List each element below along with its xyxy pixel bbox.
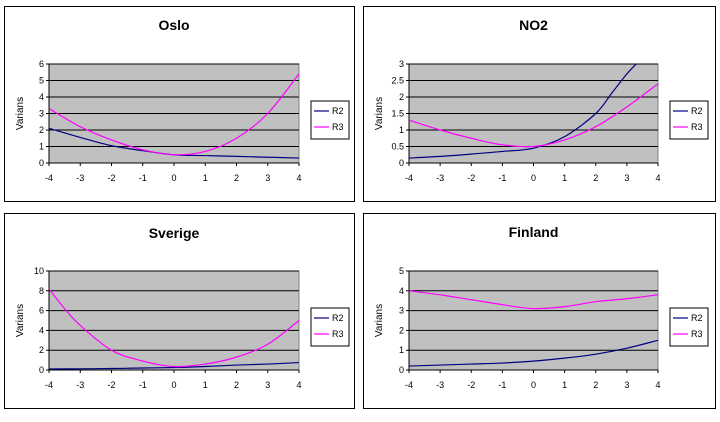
y-tick-label: 1 [398, 125, 404, 135]
y-axis-label: Varians [15, 303, 26, 338]
y-tick-label: 3 [398, 305, 404, 316]
x-tick-label: -4 [44, 380, 54, 390]
x-tick-label: -3 [436, 380, 445, 390]
x-tick-label: 1 [202, 380, 208, 390]
chart-panel-finland [363, 213, 716, 409]
y-tick-label: 10 [33, 266, 44, 276]
plot-area [49, 271, 299, 370]
x-tick-label: -4 [404, 173, 414, 183]
x-tick-label: 0 [530, 380, 537, 390]
x-tick-label: -2 [107, 380, 116, 390]
x-tick-label: 3 [265, 380, 271, 390]
y-tick-label: 0 [398, 365, 404, 375]
chart-svg-sverige [5, 214, 356, 410]
x-tick-label: -1 [138, 173, 147, 183]
x-tick-label: 3 [624, 173, 630, 183]
x-tick-label: 2 [233, 173, 240, 183]
x-tick-label: 4 [655, 173, 661, 183]
chart-panel-sverige [4, 213, 355, 409]
legend-label-r2: R2 [691, 106, 703, 116]
y-axis-label: Varians [374, 96, 385, 131]
chart-svg-finland [364, 214, 717, 410]
chart-svg-oslo [5, 7, 356, 203]
x-tick-label: -2 [107, 173, 116, 183]
x-tick-label: 0 [171, 173, 177, 183]
legend-label-r2: R2 [332, 313, 344, 323]
x-tick-label: 4 [655, 380, 661, 390]
y-tick-label: 1.5 [391, 108, 404, 119]
x-tick-label: 0 [171, 380, 177, 390]
y-tick-label: 2 [38, 345, 44, 356]
y-axis-label: Varians [374, 303, 385, 338]
y-tick-label: 6 [38, 59, 44, 69]
x-tick-label: -2 [467, 380, 476, 390]
x-tick-label: 1 [562, 380, 568, 390]
y-tick-label: 3 [38, 108, 44, 119]
y-tick-label: 6 [38, 305, 44, 316]
x-tick-label: -3 [436, 173, 445, 183]
x-tick-label: 1 [202, 173, 208, 183]
y-tick-label: 2 [38, 125, 44, 135]
x-tick-label: -4 [404, 380, 414, 390]
chart-svg-no2 [364, 7, 717, 203]
x-tick-label: 2 [593, 173, 599, 183]
y-tick-label: 1 [398, 345, 404, 356]
chart-title: Sverige [148, 225, 200, 241]
x-tick-label: 3 [265, 173, 271, 183]
y-axis-label: Varians [15, 96, 26, 131]
y-tick-label: 1 [38, 141, 44, 152]
legend-label-r2: R2 [691, 313, 703, 323]
x-tick-label: 4 [296, 380, 302, 390]
y-tick-label: 0 [38, 365, 44, 375]
y-tick-label: 5 [398, 266, 404, 276]
y-tick-label: 4 [38, 325, 44, 336]
y-tick-label: 4 [398, 285, 404, 296]
y-tick-label: 0 [38, 158, 44, 168]
chart-panel-no2 [363, 6, 716, 202]
chart-panel-oslo [4, 6, 355, 202]
legend-label-r3: R3 [691, 122, 703, 132]
x-tick-label: -3 [76, 173, 85, 183]
x-tick-label: 1 [562, 173, 568, 183]
y-tick-label: 8 [38, 285, 44, 296]
chart-title: NO2 [519, 17, 548, 33]
x-tick-label: 0 [530, 173, 537, 183]
x-tick-label: 2 [593, 380, 599, 390]
plot-area [409, 271, 658, 370]
x-tick-label: -3 [76, 380, 85, 390]
x-tick-label: -4 [44, 173, 54, 183]
y-tick-label: 0 [398, 158, 404, 168]
y-tick-label: 0.5 [391, 141, 404, 152]
y-tick-label: 2.5 [391, 75, 404, 86]
chart-title: Oslo [158, 17, 190, 33]
chart-title: Finland [508, 224, 559, 240]
legend-label-r3: R3 [332, 329, 344, 339]
y-tick-label: 5 [38, 75, 44, 86]
x-tick-label: -2 [467, 173, 476, 183]
x-tick-label: 2 [233, 380, 240, 390]
y-tick-label: 4 [38, 92, 44, 102]
x-tick-label: 4 [296, 173, 302, 183]
x-tick-label: -1 [138, 380, 147, 390]
y-tick-label: 3 [398, 59, 404, 69]
legend-label-r2: R2 [332, 106, 344, 116]
legend-label-r3: R3 [691, 329, 703, 339]
x-tick-label: -1 [498, 173, 507, 183]
y-tick-label: 2 [398, 92, 404, 102]
y-tick-label: 2 [398, 325, 404, 336]
legend-label-r3: R3 [332, 122, 344, 132]
x-tick-label: 3 [624, 380, 630, 390]
x-tick-label: -1 [498, 380, 507, 390]
